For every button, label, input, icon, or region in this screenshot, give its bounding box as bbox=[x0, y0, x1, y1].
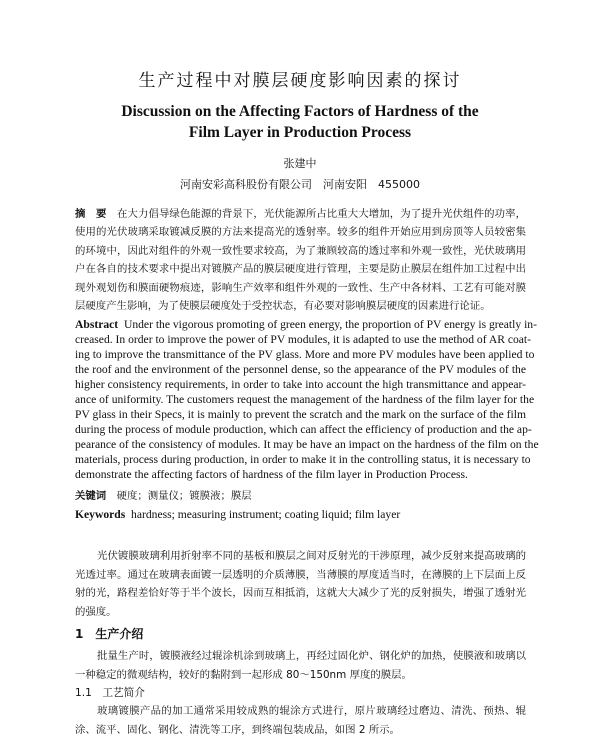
text-line bbox=[75, 423, 532, 437]
line-text: 批量生产时，镀膜液经过辊涂机涂到玻璃上，再经过固化炉、钢化炉的加热，使膜液和玻璃以 bbox=[97, 650, 526, 662]
section-1-1-heading: 1.1 工艺简介 bbox=[75, 687, 145, 699]
line-text: creased. In order to improve the power of PV modules, it is adapted to use the method of AR coat- bbox=[75, 333, 532, 346]
text-line bbox=[75, 722, 526, 737]
keywords-en bbox=[75, 508, 526, 522]
text-line bbox=[75, 453, 531, 467]
text-line bbox=[75, 333, 532, 347]
text-line bbox=[75, 298, 526, 314]
line-text: 现外观划伤和膜面硬物痕迹，影响生产效率和组件外观的一致性、生产中各材料、工艺有可能对膜 bbox=[75, 281, 526, 294]
line-text: 户在各自的技术要求中提出对镀膜产品的膜层硬度进行管理，主要是防止膜层在组件加工过程中出 bbox=[75, 263, 526, 276]
line-text: 层硬度产生影响，为了使膜层硬度处于受控状态，有必要对影响膜层硬度的因素进行论证。 bbox=[75, 300, 491, 312]
text-line bbox=[97, 548, 526, 564]
line-text: 的环境中，因此对组件的外观一致性要求较高，为了兼顾较高的透过率和外观一致性，光伏玻璃用 bbox=[75, 244, 526, 257]
line-text: 玻璃镀膜产品的加工通常采用较成熟的辊涂方式进行，原片玻璃经过磨边、清洗、预热、辊 bbox=[97, 705, 526, 717]
line-text: ing to improve the transmittance of the PV glass. More and more PV modules have been applied to bbox=[75, 348, 535, 361]
text-line bbox=[75, 224, 526, 240]
keywords-cn bbox=[75, 488, 526, 504]
title-cn: 生产过程中对膜层硬度影响因素的探讨 bbox=[138, 71, 462, 91]
keywords-cn-text: 硬度；测量仪；镀膜液；膜层 bbox=[116, 490, 252, 502]
line-text: 射的光，路程差恰好等于半个波长，因而互相抵消，这就大大减少了光的反射损失，增强了透射光 bbox=[75, 587, 526, 599]
text-line bbox=[75, 604, 526, 620]
line-text: 使用的光伏玻璃采取镀减反膜的方法来提高光的透射率。较多的组件开始应用到房顶等人员较密集 bbox=[75, 226, 526, 239]
text-line bbox=[75, 378, 526, 392]
line-text: 一种稳定的微观结构，较好的黏附到一起形成 80～150nm 厚度的膜层。 bbox=[75, 668, 412, 681]
abstract-en-label: Abstract bbox=[75, 318, 119, 331]
keywords-en-text: hardness; measuring instrument; coating liquid; film layer bbox=[131, 508, 401, 521]
text-line bbox=[75, 667, 526, 683]
affiliation: 河南安彩高科股份有限公司 河南安阳 455000 bbox=[180, 178, 420, 191]
line-text: the roof and the environment of the personnel dense, so the appearance of the PV modules of the bbox=[75, 363, 526, 376]
title-en-line-1: Discussion on the Affecting Factors of Hardness of the bbox=[121, 103, 479, 120]
text-line bbox=[75, 408, 526, 422]
text-line bbox=[75, 438, 539, 452]
line-text: 的强度。 bbox=[75, 605, 117, 618]
line-text: PV glass in their Specs, it is mainly to prevent the scratch and the mark on the surface of the film bbox=[75, 408, 526, 421]
line-text: ance of uniformity. The customers request the management of the hardness of the film layer for the bbox=[75, 393, 535, 406]
keywords-cn-label: 关键词 bbox=[75, 490, 107, 502]
line-text: during the process of module production, which can affect the efficiency of production and the ap- bbox=[75, 423, 532, 436]
text-line bbox=[75, 318, 537, 332]
text-line bbox=[97, 648, 526, 664]
text-line bbox=[75, 393, 535, 407]
author: 张建中 bbox=[283, 157, 317, 170]
text-line bbox=[75, 585, 526, 601]
abstract-cn-label: 摘 要 bbox=[75, 208, 107, 220]
text-line bbox=[75, 363, 526, 377]
keywords-en-label: Keywords bbox=[75, 508, 126, 521]
text-line bbox=[75, 280, 526, 296]
text-line bbox=[75, 468, 526, 482]
line-text: 涂、流平、固化、钢化、清洗等工序，到终端包装成品，如图 2 所示。 bbox=[75, 723, 400, 736]
line-text: Under the vigorous promoting of green energy, the proportion of PV energy is greatly in- bbox=[123, 318, 537, 331]
line-text: materials, process during production, in order to make it in the controlling status, it is necessary to bbox=[75, 453, 531, 466]
line-text: 光伏镀膜玻璃利用折射率不同的基板和膜层之间对反射光的干涉原理，减少反射来提高玻璃的 bbox=[97, 550, 526, 562]
line-text: higher consistency requirements, in order to take into account the high transmittance and appear- bbox=[75, 378, 526, 391]
text-line bbox=[75, 567, 526, 583]
line-text: 在大力倡导绿色能源的背景下，光伏能源所占比重大大增加，为了提升光伏组件的功率， bbox=[116, 208, 527, 220]
text-line bbox=[75, 261, 526, 277]
line-text: pearance of the consistency of modules. It may be have an impact on the hardness of the film on the bbox=[75, 438, 539, 451]
text-line bbox=[75, 348, 535, 362]
section-1-heading: 1 生产介绍 bbox=[75, 627, 144, 641]
line-text: demonstrate the affecting factors of hardness of the film layer in Production Process. bbox=[75, 468, 468, 481]
line-text: 光透过率。通过在玻璃表面镀一层透明的介质薄膜，当薄膜的厚度适当时，在薄膜的上下层面上反 bbox=[75, 568, 526, 581]
title-en-line-2: Film Layer in Production Process bbox=[188, 124, 412, 141]
text-line bbox=[97, 703, 526, 719]
text-line bbox=[75, 243, 526, 259]
text-line bbox=[75, 206, 526, 222]
